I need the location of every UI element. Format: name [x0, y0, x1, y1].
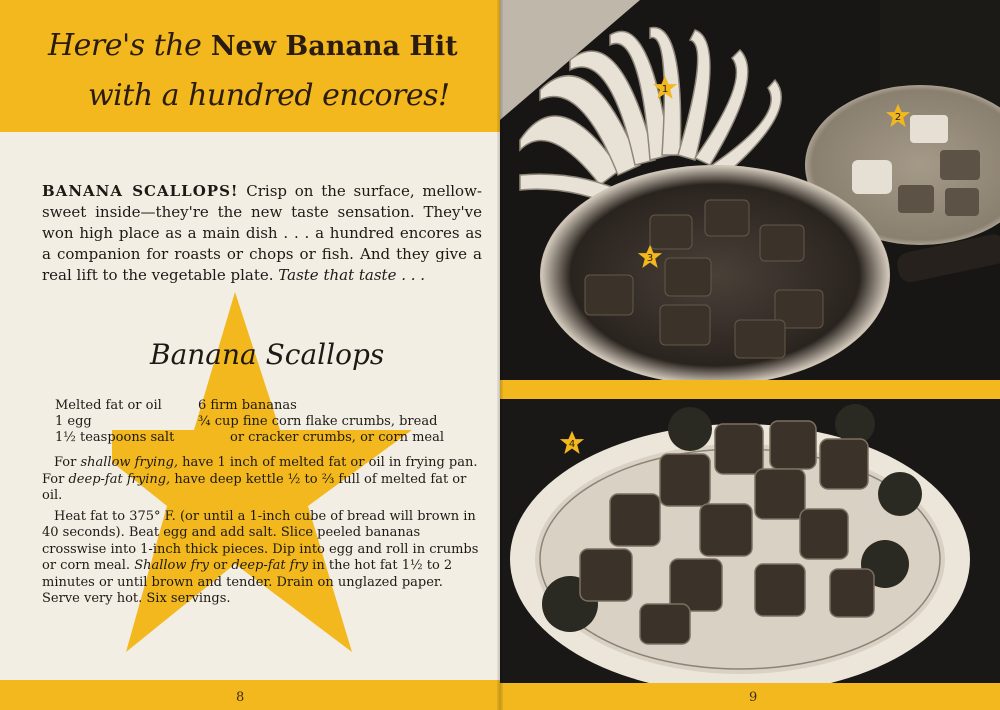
method-italic: deep-fat fry	[231, 558, 309, 573]
header-line-2: with a hundred encores!	[88, 78, 450, 113]
ingredient-left: 1 egg	[55, 414, 92, 429]
marker-1-label: 1	[661, 84, 669, 95]
ingredient-left: 1½ teaspoons salt	[55, 430, 175, 445]
marker-2-label: 2	[894, 112, 902, 123]
page-number-left: 8	[236, 690, 245, 705]
method-italic: Shallow fry	[134, 558, 210, 573]
header-line-1	[48, 28, 458, 65]
method-text-span: or	[209, 558, 232, 573]
intro-tail: Taste that taste . . .	[278, 266, 426, 284]
ingredients-list	[55, 398, 495, 446]
book-spine	[497, 0, 503, 710]
method-paragraph-1	[42, 455, 482, 505]
method-text-span: For	[54, 455, 81, 470]
ingredient-right: ¾ cup fine corn flake crumbs, bread	[198, 414, 438, 429]
method-text-span: Heat fat to 375° F. (or until a 1-inch cube of bread will brown in 40 seconds). Beat egg and add salt. Slice peeled bananas crosswise into 1-inch thick pieces. Dip into egg and roll in crumbs or corn meal.	[42, 508, 479, 573]
ingredient-left: Melted fat or oil	[55, 398, 162, 413]
ingredient-right: 6 firm bananas	[198, 398, 297, 413]
method-text	[42, 455, 482, 612]
method-text-span: have 1 inch of melted fat or oil in frying pan. For	[42, 455, 478, 487]
method-italic: shallow frying,	[80, 455, 179, 470]
header-bold-text: New Banana Hit	[210, 31, 458, 62]
photo-bananas-and-pan	[500, 0, 1000, 380]
marker-3-label: 3	[646, 253, 654, 264]
page-number-right: 9	[749, 690, 758, 705]
ingredient-row	[55, 414, 495, 430]
ingredient-row	[55, 430, 495, 446]
recipe-title: Banana Scallops	[150, 338, 385, 371]
method-text-span: in the hot fat 1½ to 2 minutes or until brown and tender. Drain on unglazed paper. Serve very hot. Six servings.	[42, 558, 453, 606]
method-text-span: have deep kettle ½ to ⅔ full of melted fat or oil.	[42, 471, 467, 503]
ingredient-row	[55, 398, 495, 414]
method-paragraph-2	[42, 509, 482, 608]
photo-scallops-platter	[500, 399, 1000, 683]
intro-paragraph	[42, 181, 482, 286]
ingredient-right: or cracker crumbs, or corn meal	[230, 430, 444, 445]
marker-4-label: 4	[568, 439, 576, 450]
intro-body: Crisp on the surface, mellow-sweet inside—they're the new taste sensation. They've won high place as a main dish . . . a hundred encores as a companion for roasts or chops or fish. And they give a real lift to the vegetable plate.	[42, 182, 482, 284]
footer-band-left	[0, 680, 500, 710]
method-italic: deep-fat frying,	[68, 471, 171, 487]
header-script-text: Here's the	[48, 28, 202, 63]
intro-lead: BANANA SCALLOPS!	[42, 182, 239, 200]
right-page	[500, 0, 1000, 710]
